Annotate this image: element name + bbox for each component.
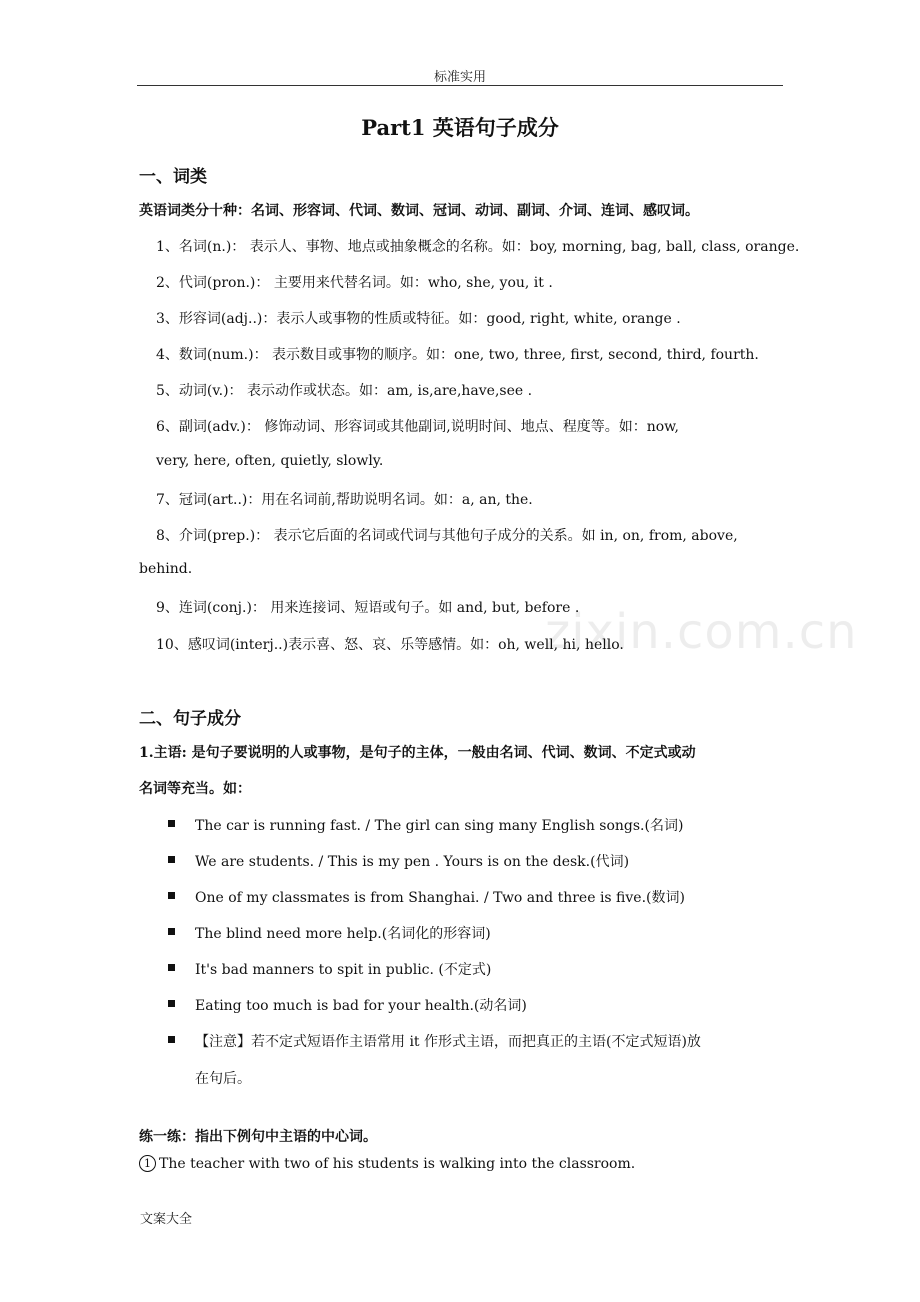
word-class-item-continuation: behind. [139, 561, 193, 577]
example-bullet: The blind need more help.(名词化的形容词) [195, 926, 491, 942]
example-bullet: We are students. / This is my pen . Yours is on the desk.(代词) [195, 854, 630, 870]
word-class-item: 9、连词(conj.)： 用来连接词、短语或句子。如 and, but, before . [156, 600, 580, 616]
note-bullet: 【注意】若不定式短语作主语常用 it 作形式主语，而把真正的主语(不定式短语)放 [195, 1034, 701, 1050]
practice-heading: 练一练：指出下例句中主语的中心词。 [139, 1129, 377, 1145]
word-class-item: 6、副词(adv.)： 修饰动词、形容词或其他副词,说明时间、地点、程度等。如：now, [156, 419, 679, 435]
header-divider [137, 85, 783, 86]
bullet-icon [168, 892, 175, 899]
page-footer: 文案大全 [140, 1212, 193, 1227]
circled-number-one: 1 [139, 1155, 156, 1172]
watermark: zixin.com.cn [545, 604, 858, 660]
page-title: Part1 英语句子成分 [361, 115, 559, 140]
subject-definition: 1.主语: 是句子要说明的人或事物，是句子的主体，一般由名词、代词、数词、不定式或动 [139, 745, 696, 761]
word-class-item: 8、介词(prep.)： 表示它后面的名词或代词与其他句子成分的关系。如 in, on, from, above, [156, 528, 738, 544]
example-bullet: One of my classmates is from Shanghai. / Two and three is five.(数词) [195, 890, 685, 906]
bullet-icon [168, 1000, 175, 1007]
section-heading-word-classes: 一、词类 [139, 167, 207, 187]
note-bullet-continuation: 在句后。 [195, 1071, 251, 1087]
example-bullet: The car is running fast. / The girl can sing many English songs.(名词) [195, 818, 684, 834]
word-class-item: 3、形容词(adj..)：表示人或事物的性质或特征。如：good, right, white, orange . [156, 311, 681, 327]
word-class-item: 5、动词(v.)： 表示动作或状态。如：am, is,are,have,see . [156, 383, 533, 399]
word-classes-intro: 英语词类分十种：名词、形容词、代词、数词、冠词、动词、副词、介词、连词、感叹词。 [139, 203, 699, 219]
word-class-item: 7、冠词(art..)：用在名词前,帮助说明名词。如：a, an, the. [156, 492, 533, 508]
word-class-item: 4、数词(num.)： 表示数目或事物的顺序。如：one, two, three, first, second, third, fourth. [156, 347, 759, 363]
bullet-icon [168, 1036, 175, 1043]
subject-definition-continuation: 名词等充当。如： [139, 781, 251, 797]
example-bullet: It's bad manners to spit in public. (不定式) [195, 962, 492, 978]
word-class-item: 10、感叹词(interj..)表示喜、怒、哀、乐等感情。如：oh, well, hi, hello. [156, 637, 624, 653]
bullet-icon [168, 856, 175, 863]
word-class-item: 2、代词(pron.)： 主要用来代替名词。如：who, she, you, it . [156, 275, 553, 291]
word-class-item: 1、名词(n.)： 表示人、事物、地点或抽象概念的名称。如：boy, morning, bag, ball, class, orange. [156, 239, 800, 255]
example-bullet: Eating too much is bad for your health.(动名词) [195, 998, 527, 1014]
practice-item-text: The teacher with two of his students is walking into the classroom. [159, 1156, 636, 1172]
section-heading-sentence-components: 二、句子成分 [139, 709, 241, 729]
bullet-icon [168, 928, 175, 935]
practice-item [139, 1155, 635, 1172]
word-class-item-continuation: very, here, often, quietly, slowly. [156, 453, 384, 469]
page-header: 标准实用 [433, 70, 486, 85]
bullet-icon [168, 820, 175, 827]
bullet-icon [168, 964, 175, 971]
